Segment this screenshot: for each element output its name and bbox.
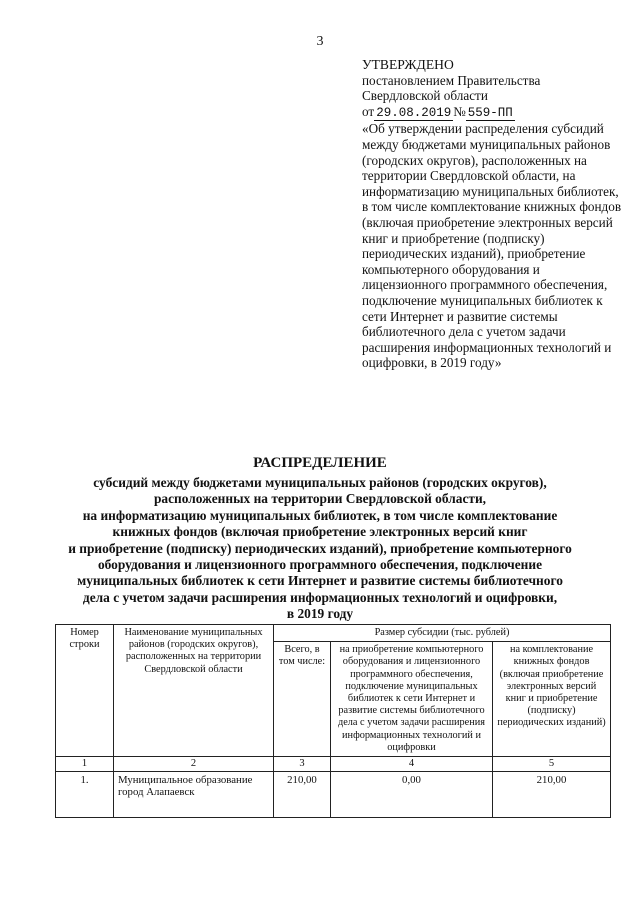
column-number-row: [56, 757, 611, 772]
subtitle-line: книжных фондов (включая приобретение электронных версий книг: [112, 524, 528, 540]
approval-line-2: Свердловской области: [362, 88, 488, 104]
approval-number: 559-ПП: [467, 105, 513, 120]
approval-block: [362, 57, 622, 371]
subtitle-line: муниципальных библиотек к сети Интернет и развитие системы библиотечного: [77, 573, 563, 589]
header-municipality-name: Наименование муниципальных районов (городских округов), расположенных на территории Свердловской области: [114, 625, 274, 757]
table-header-row: [56, 625, 611, 642]
number-prefix: №: [453, 103, 466, 119]
column-number: 4: [331, 757, 493, 772]
row-municipality-name: Муниципальное образование город Алапаевск: [114, 772, 274, 817]
column-number: 3: [274, 757, 331, 772]
subsidy-table: [55, 624, 611, 818]
header-row-number: Номер строки: [56, 625, 114, 757]
subtitle-line: дела с учетом задачи расширения информационных технологий и оцифровки,: [82, 589, 558, 605]
document-title: РАСПРЕДЕЛЕНИЕ: [253, 455, 387, 471]
subtitle-line: на информатизацию муниципальных библиотек, в том числе комплектование: [82, 507, 558, 523]
column-number: 1: [56, 757, 114, 772]
table-row: [56, 772, 611, 817]
approval-subject: «Об утверждении распределения субсидий между бюджетами муниципальных районов (городских округов), расположенных на территории Свердловской области, на информатизацию муниципальных библиотек, в том числе комплектование книжных фондов (включая приобретение электронных версий книг и приобретение (подписку) периодических изданий), приобретение компьютерного оборудования и лицензионного программного обеспечения, подключение муниципальных библиотек к сети Интернет и развитие системы библиотечного дела с учетом задачи расширения информационных технологий и оцифровки, в 2019 году»: [362, 121, 622, 371]
subtitle-line: оборудования и лицензионного программного обеспечения, подключение: [97, 557, 543, 573]
subtitle-line: субсидий между бюджетами муниципальных районов (городских округов),: [93, 475, 547, 490]
column-number: 2: [114, 757, 274, 772]
document-subtitle: [40, 475, 600, 623]
date-prefix: от: [362, 103, 375, 119]
subtitle-line: и приобретение (подписку) периодических изданий), приобретение компьютерного: [68, 540, 572, 556]
header-total: Всего, в том числе:: [274, 642, 331, 757]
column-number: 5: [493, 757, 611, 772]
approval-date-line: [362, 104, 622, 122]
subtitle-line: в 2019 году: [286, 606, 354, 622]
header-equipment: на приобретение компьютерного оборудования и лицензионного программного обеспечения, подключение муниципальных библиотек к сети Интернет и развитие системы библиотечного дела с учетом задачи расширения информационных технологий и оцифровки: [331, 642, 493, 757]
page-number: 3: [316, 34, 324, 49]
approval-title: УТВЕРЖДЕНО: [362, 57, 454, 72]
subtitle-line: расположенных на территории Свердловской области,: [153, 491, 487, 507]
row-books: 210,00: [493, 772, 611, 817]
row-equipment: 0,00: [331, 772, 493, 817]
approval-line-1: постановлением Правительства: [362, 72, 541, 88]
row-number: 1.: [56, 772, 114, 817]
document-heading: [40, 455, 600, 623]
header-books: на комплектование книжных фондов (включая приобретение электронных версий книг и приобретение (подписку) периодических изданий): [493, 642, 611, 757]
approval-date: 29.08.2019: [376, 105, 452, 120]
row-total: 210,00: [274, 772, 331, 817]
header-subsidy-size: Размер субсидии (тыс. рублей): [274, 625, 611, 642]
